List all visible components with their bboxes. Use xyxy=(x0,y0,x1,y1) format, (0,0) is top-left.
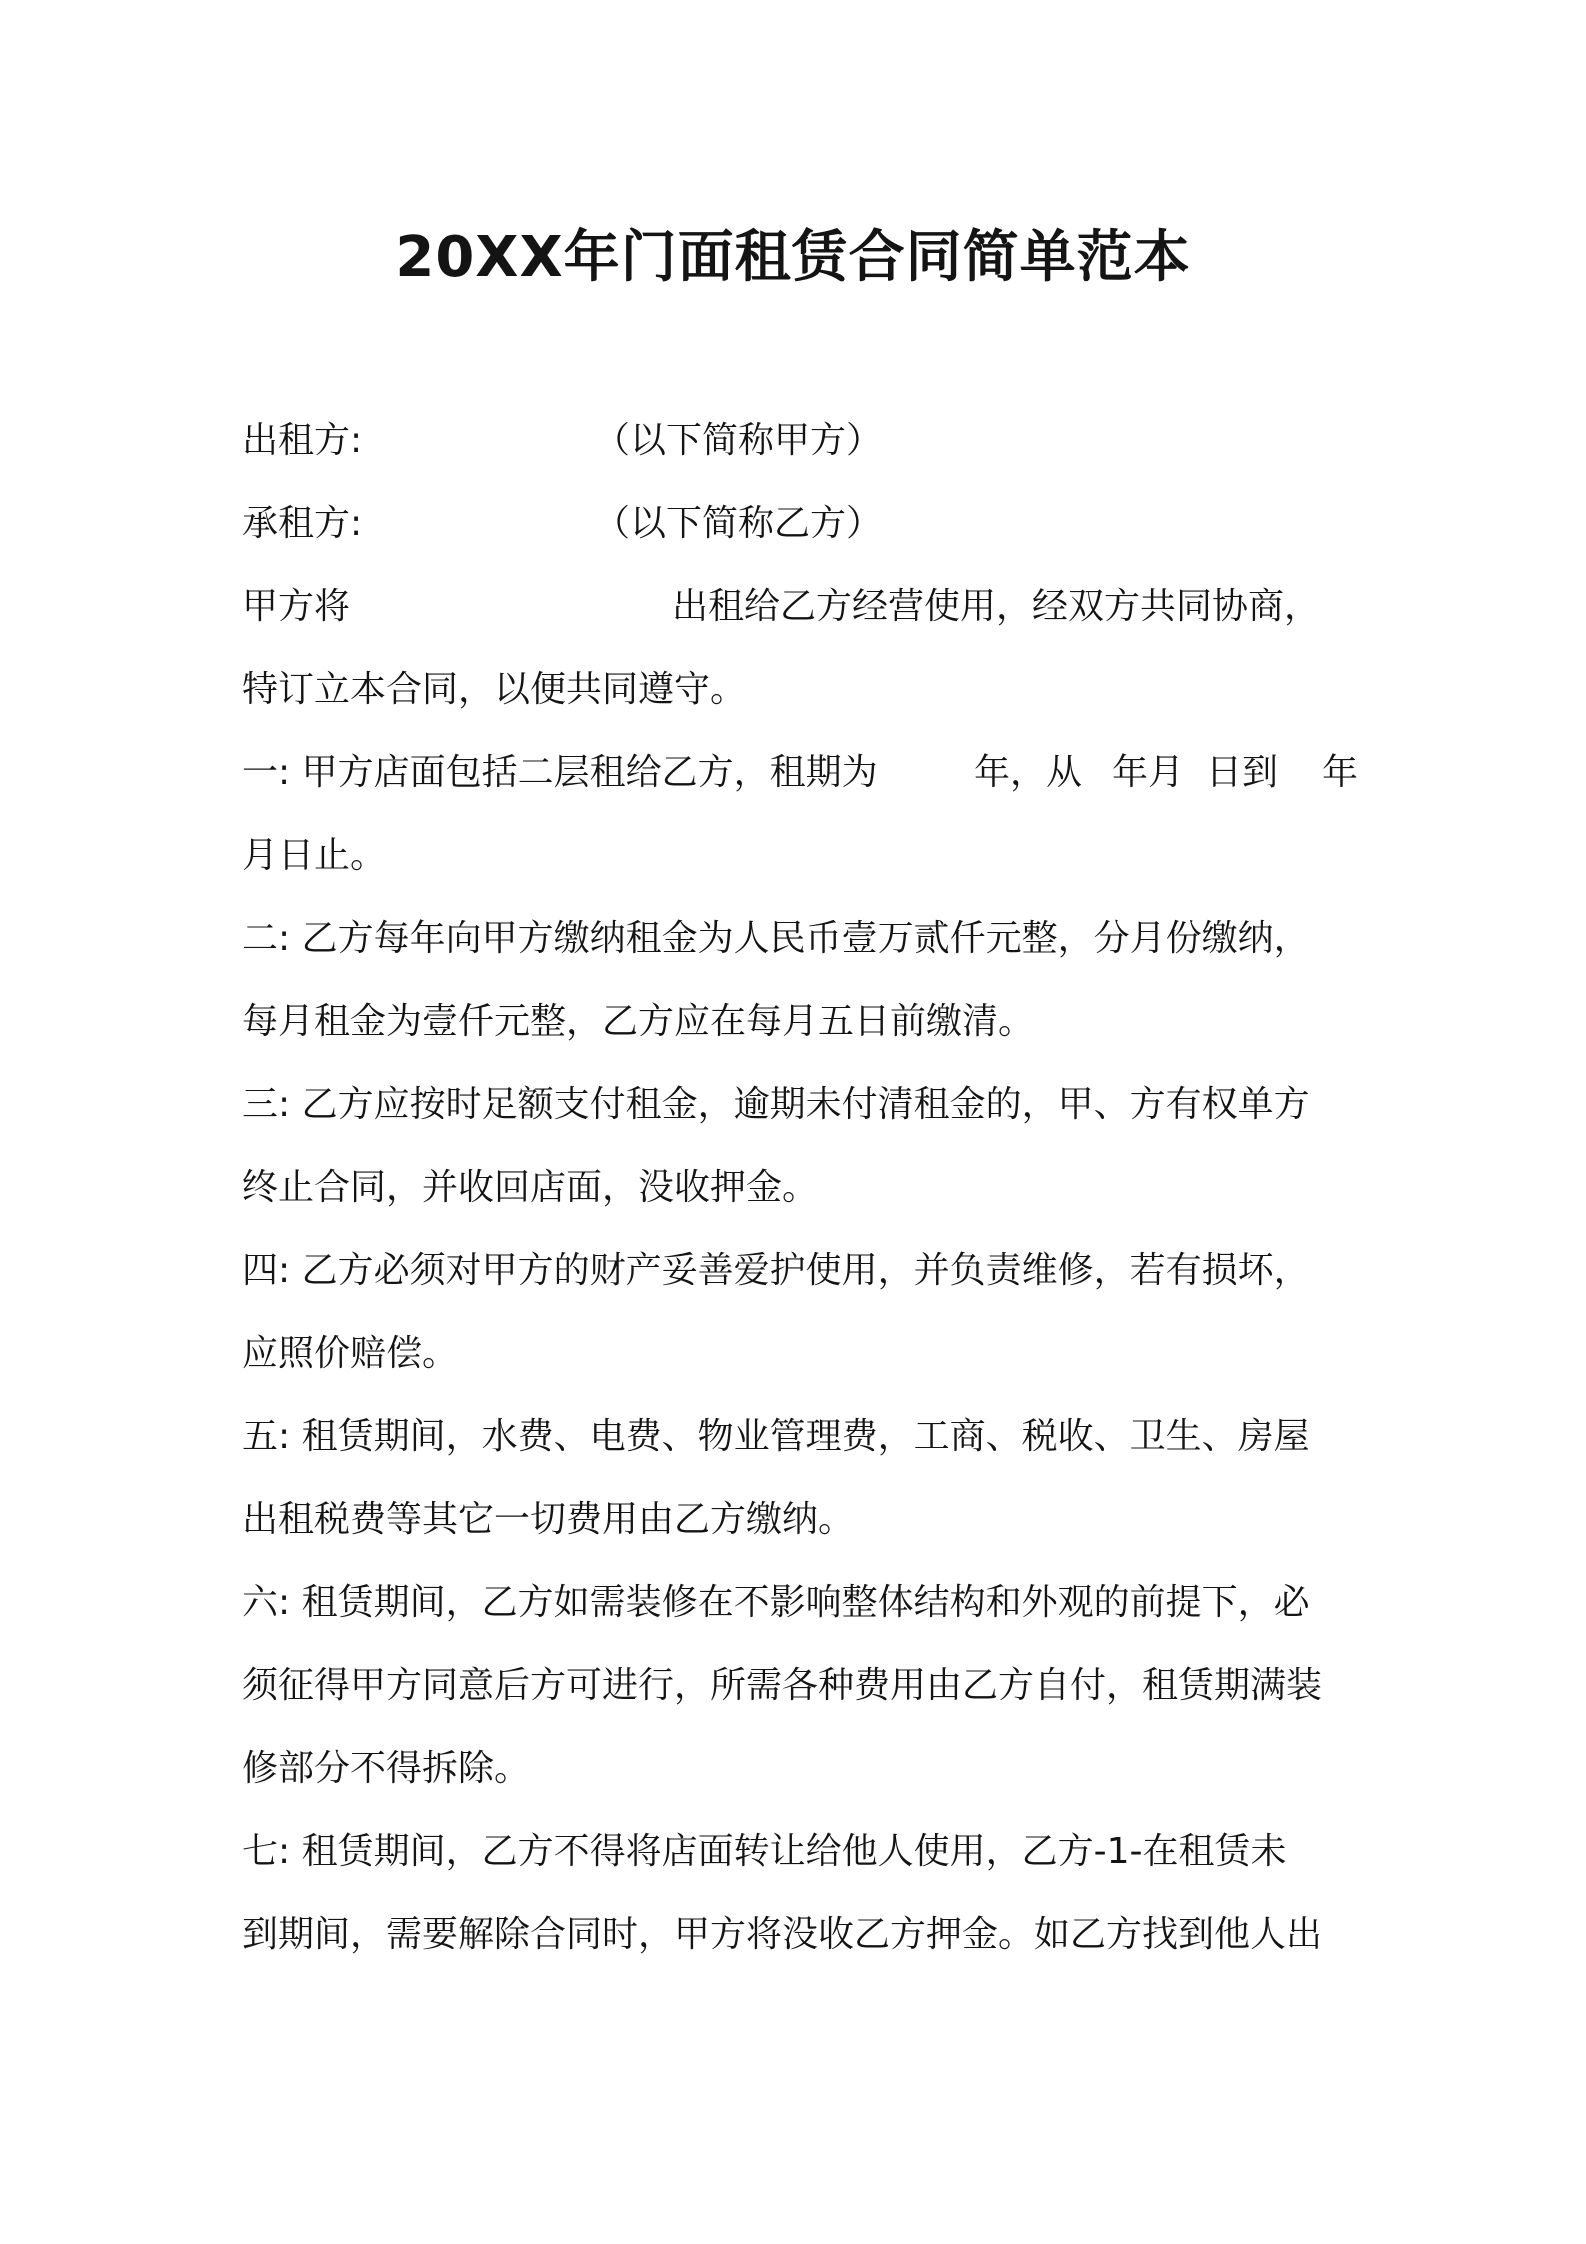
clause2-line-1 xyxy=(242,897,1360,980)
clause7-line-2 xyxy=(242,1893,1360,1976)
clause2-text: 二: 乙方每年向甲方缴纳租金为人民币壹万贰仟元整，分月份缴纳， xyxy=(242,918,1310,959)
clause3-line-1 xyxy=(242,1063,1360,1146)
clause6-line-1 xyxy=(242,1561,1360,1644)
clause1-text-c: 年月 xyxy=(1112,752,1185,793)
lessor-line xyxy=(242,399,1360,482)
clause6-text: 须征得甲方同意后方可进行，所需各种费用由乙方自付，租赁期满装 xyxy=(242,1665,1323,1706)
intro-lead: 甲方将 xyxy=(242,586,351,627)
clause5-text: 五: 租赁期间，水费、电费、物业管理费，工商、税收、卫生、房屋 xyxy=(242,1416,1310,1457)
clause5-line-1 xyxy=(242,1395,1360,1478)
lessor-note: （以下简称甲方） xyxy=(594,420,883,461)
clause7-line-1 xyxy=(242,1810,1360,1893)
clause7-text: 到期间，需要解除合同时，甲方将没收乙方押金。如乙方找到他人出 xyxy=(242,1914,1323,1955)
clause1-line2-text: 月日止。 xyxy=(242,835,387,876)
lessee-label: 承租方: xyxy=(242,503,363,544)
clause3-text: 三: 乙方应按时足额支付租金，逾期未付清租金的，甲、方有权单方 xyxy=(242,1084,1310,1125)
clause4-line-1 xyxy=(242,1229,1360,1312)
clause5-line-2 xyxy=(242,1478,1360,1561)
clause1-text-b: 年，从 xyxy=(974,752,1083,793)
clause4-text: 四: 乙方必须对甲方的财产妥善爱护使用，并负责维修，若有损坏， xyxy=(242,1250,1310,1291)
document-title: 20XX年门面租赁合同简单范本 xyxy=(395,225,1191,290)
intro-line-2 xyxy=(242,648,1360,731)
clause6-line-3 xyxy=(242,1727,1360,1810)
clause1-text-a: 一: 甲方店面包括二层租给乙方，租期为 xyxy=(242,752,878,793)
clause6-text: 六: 租赁期间，乙方如需装修在不影响整体结构和外观的前提下，必 xyxy=(242,1582,1310,1623)
clause6-line-2 xyxy=(242,1644,1360,1727)
clause1-text-d: 日到 xyxy=(1206,752,1279,793)
lessee-line xyxy=(242,482,1360,565)
lessor-label: 出租方: xyxy=(242,420,363,461)
clause5-text: 出租税费等其它一切费用由乙方缴纳。 xyxy=(242,1499,855,1540)
document-body xyxy=(242,399,1360,1976)
clause4-line-2 xyxy=(242,1312,1360,1395)
clause3-line-2 xyxy=(242,1146,1360,1229)
clause4-text: 应照价赔偿。 xyxy=(242,1333,459,1374)
clause3-text: 终止合同，并收回店面，没收押金。 xyxy=(242,1167,819,1208)
clause6-text: 修部分不得拆除。 xyxy=(242,1748,531,1789)
clause1-line-2 xyxy=(242,814,1360,897)
lessee-note: （以下简称乙方） xyxy=(594,503,883,544)
clause1-text-e: 年 xyxy=(1322,752,1359,793)
clause2-text: 每月租金为壹仟元整，乙方应在每月五日前缴清。 xyxy=(242,1001,1035,1042)
clause2-line-2 xyxy=(242,980,1360,1063)
clause1-line-1 xyxy=(242,731,1360,814)
clause7-text: 七: 租赁期间，乙方不得将店面转让给他人使用，乙方-1-在租赁未 xyxy=(242,1831,1287,1872)
intro-line-1 xyxy=(242,565,1360,648)
intro-rest: 出租给乙方经营使用，经双方共同协商， xyxy=(672,586,1321,627)
intro-line2-text: 特订立本合同，以便共同遵守。 xyxy=(242,669,747,710)
